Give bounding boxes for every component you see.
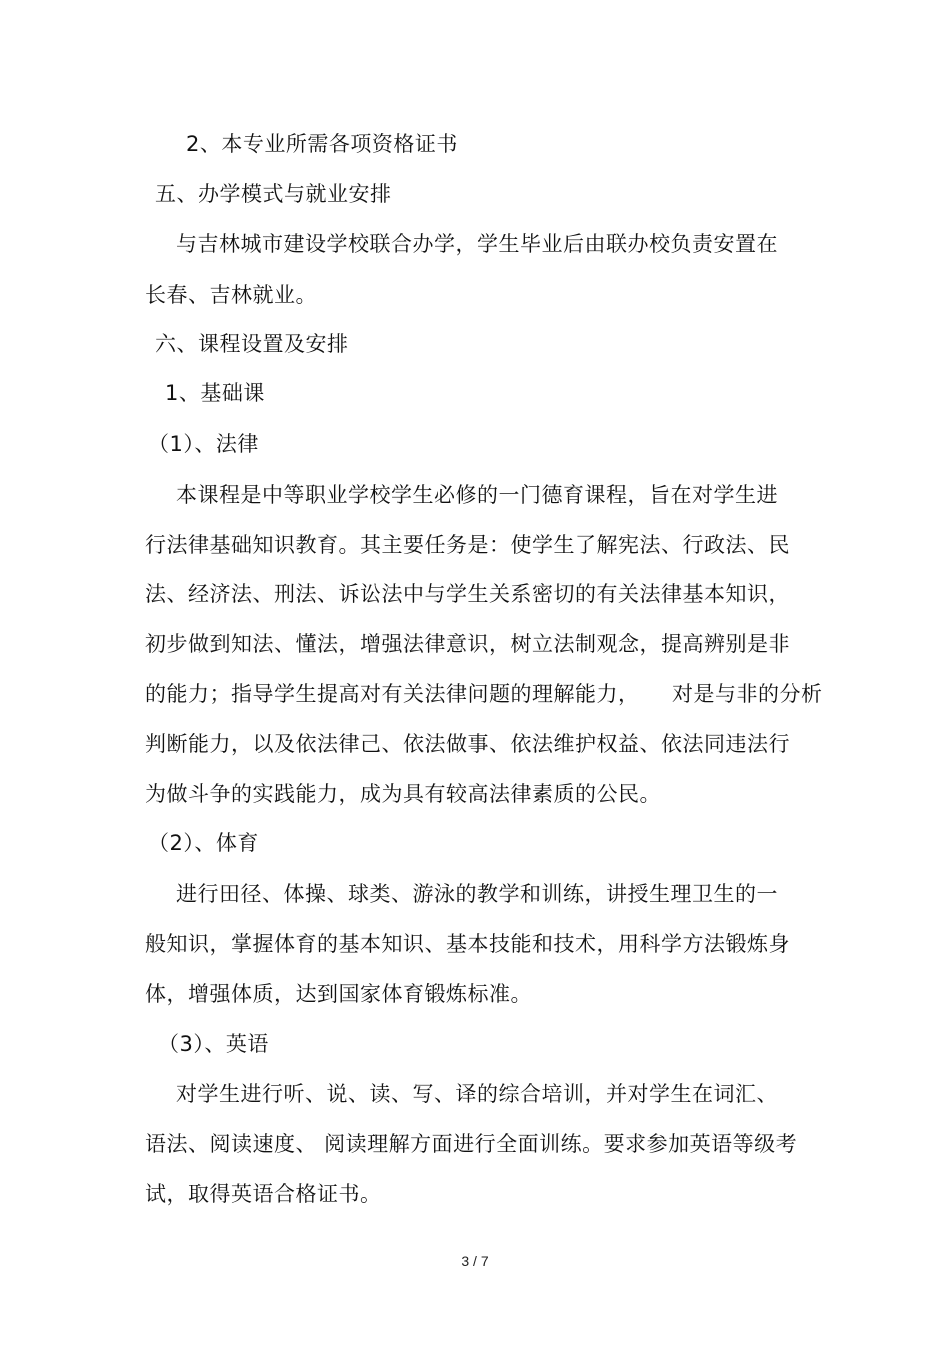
paragraph-line: 行法律基础知识教育。其主要任务是：使学生了解宪法、行政法、民 bbox=[145, 533, 790, 557]
paragraph-line: 对学生进行听、说、读、写、译的综合培训，并对学生在词汇、 bbox=[176, 1082, 778, 1106]
paragraph-line: 试，取得英语合格证书。 bbox=[145, 1182, 382, 1206]
page-number: 3 / 7 bbox=[461, 1253, 489, 1269]
paragraph-line: 长春、吉林就业。 bbox=[145, 283, 317, 307]
paragraph-line: 初步做到知法、懂法，增强法律意识，树立法制观念，提高辨别是非 bbox=[145, 632, 790, 656]
paragraph-line: 进行田径、体操、球类、游泳的教学和训练，讲授生理卫生的一 bbox=[176, 882, 778, 906]
paragraph-line: 法、经济法、刑法、诉讼法中与学生关系密切的有关法律基本知识， bbox=[145, 582, 790, 606]
section-heading: 1、基础课 bbox=[165, 381, 265, 405]
paragraph-line: 的能力；指导学生提高对有关法律问题的理解能力， 对是与非的分析 bbox=[145, 682, 823, 706]
paragraph-line: 与吉林城市建设学校联合办学，学生毕业后由联办校负责安置在 bbox=[176, 232, 778, 256]
paragraph-line: 体，增强体质，达到国家体育锻炼标准。 bbox=[145, 982, 532, 1006]
subsection-heading: （2）、体育 bbox=[148, 831, 259, 855]
subsection-heading: （1）、法律 bbox=[148, 432, 259, 456]
paragraph-line: 语法、阅读速度、 阅读理解方面进行全面训练。要求参加英语等级考 bbox=[145, 1132, 798, 1156]
section-heading: 2、本专业所需各项资格证书 bbox=[186, 132, 458, 156]
section-heading: 五、办学模式与就业安排 bbox=[155, 182, 392, 206]
paragraph-line: 判断能力，以及依法律己、依法做事、依法维护权益、依法同违法行 bbox=[145, 732, 790, 756]
paragraph-line: 为做斗争的实践能力，成为具有较高法律素质的公民。 bbox=[145, 782, 661, 806]
subsection-heading: （3）、英语 bbox=[158, 1032, 269, 1056]
section-heading: 六、课程设置及安排 bbox=[155, 332, 349, 356]
paragraph-line: 本课程是中等职业学校学生必修的一门德育课程，旨在对学生进 bbox=[176, 483, 778, 507]
paragraph-line: 般知识，掌握体育的基本知识、基本技能和技术，用科学方法锻炼身 bbox=[145, 932, 790, 956]
